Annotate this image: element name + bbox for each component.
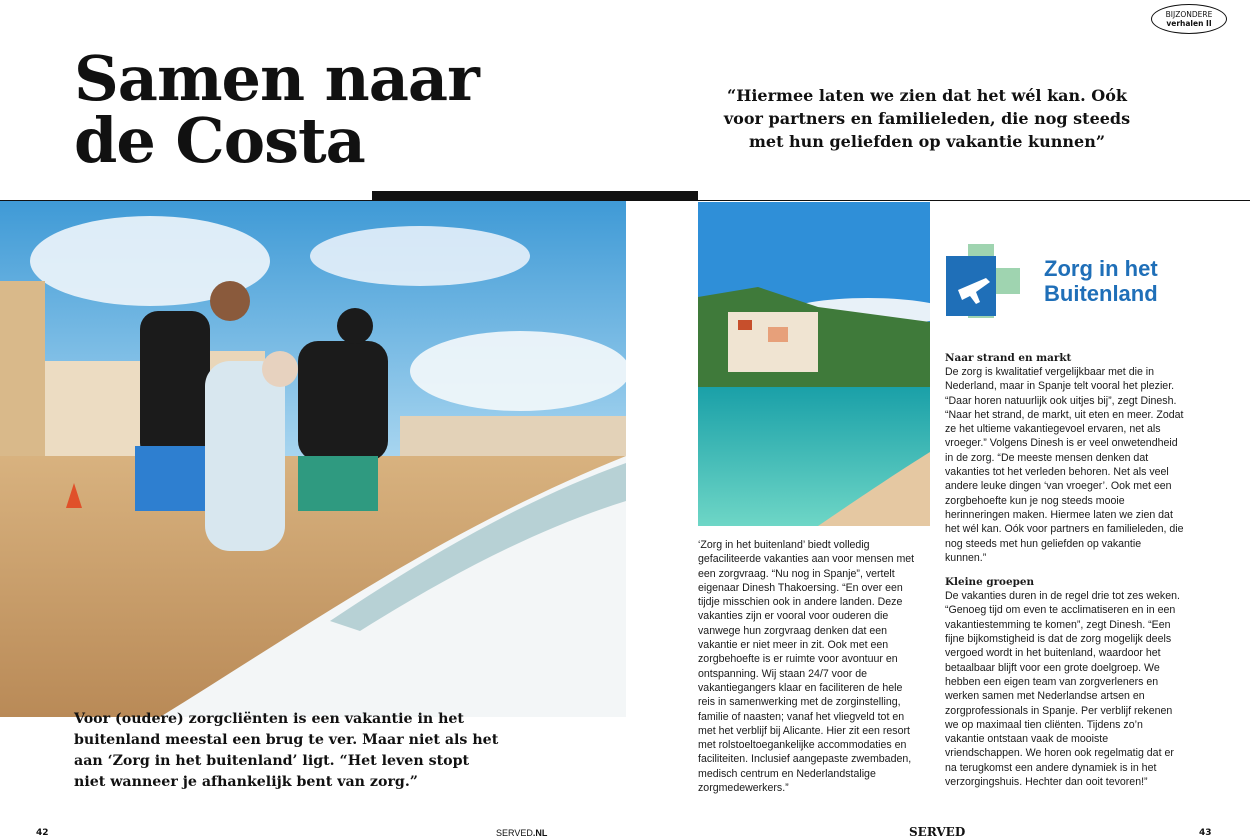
article-title (74, 42, 514, 177)
section-heading: Naar strand en markt (945, 352, 1072, 364)
section-strand-en-markt (945, 351, 1185, 565)
page-number-left: 42 (36, 828, 49, 838)
badge-line2: verhalen II (1166, 19, 1212, 28)
section-body: De vakanties duren in de regel drie tot zes weken. “Genoeg tijd om even te acclimatiseren en in een vakantiestemming te komen”, zegt Dinesh. “Een fijne bijkomstigheid is dat de zorg mogelijk deels vergoed wordt in het buitenland, waardoor het betaalbaar blijft voor een grote doelgroep. We hebben een eigen team van zorgverleners en werken samen met Nederlandse artsen en zorgprofessionals in Spanje. Per verblijf rekenen we op maximaal tien cliënten. Tijdens zo’n vakantie ontstaan vaak de mooiste vriendschappen. We horen ook regelmatig dat er na terugkomst een andere dynamiek is in het verzorgingshuis. Hechter dan ooit tevoren!” (945, 590, 1180, 789)
cove-photo (698, 202, 930, 526)
section-badge (1151, 4, 1227, 34)
section-body: De zorg is kwalitatief vergelijkbaar met die in Nederland, maar in Spanje telt vooral het plezier. “Daar horen natuurlijk ook uitjes bij”, zegt Dinesh. “Naar het strand, de markt, uit eten en meer. Zodat ze het ultieme vakantiegevoel ervaren, net als vroeger.” Volgens Dinesh is er veel onwetendheid in de zorg. “De meeste mensen denken dat vakanties tot het verleden behoren. Net als veel andere leuke dingen ‘van vroeger’. Ook met een zorgbehoefte kun je nog steeds mooie herinneringen maken. Hiermee laten we zien dat het wél kan. Oók voor partners en familieleden, die nog steeds met hun geliefden op vakantie kunnen.” (945, 366, 1184, 564)
column-middle-body: ‘Zorg in het buitenland’ biedt volledig gefaciliteerde vakanties aan voor mensen met een zorgvraag. “Nu nog in Spanje”, vertelt eigenaar Dinesh Thakoersing. “En over een tijdje misschien ook in andere landen. Deze vakanties zijn er vooral voor ouderen die vanwege hun zorgvraag denken dat een vakantie er niet meer in zit. Ook met een zorgbehoefte is er ruimte voor avontuur en ontspanning. Wij staan 24/7 voor de vakantiegangers klaar en faciliteren de hele reis in samenwerking met de zorginstelling, familie of naasten; vanaf het vliegveld tot en met het verblijf bij Alicante. Hier zit een resort met rolstoeltoegankelijke accommodaties en faciliteiten. Inclusief aangepaste zwembaden, medisch centrum en Nederlandstalige zorgmedewerkers.” (698, 539, 915, 795)
badge-line1: BIJZONDERE (1165, 10, 1213, 19)
section-heading: Kleine groepen (945, 576, 1035, 589)
article-column-right (945, 351, 1185, 799)
plane-cross-icon (946, 244, 1036, 318)
footer-site-suffix: .NL (532, 828, 548, 838)
page-number-right: 43 (1199, 828, 1212, 838)
section-kleine-groepen (945, 575, 1185, 789)
zorg-logo (946, 244, 1186, 318)
title-line2: de Costa (74, 104, 365, 177)
footer-site-prefix: SERVED (496, 828, 533, 838)
beach-photo (0, 201, 626, 717)
intro-lead: Voor (oudere) zorgcliënten is een vakantie in het buitenland meestal een brug te ver. Maar niet als het aan ‘Zorg in het buitenland’ ligt. “Het leven stopt niet wanneer je afhankelijk bent van zorg.” (74, 711, 499, 790)
article-column-middle (698, 538, 918, 795)
footer-brand: SERVED (909, 825, 966, 839)
title-line1: Samen naar (74, 42, 479, 115)
pull-quote: “Hiermee laten we zien dat het wél kan. Oók voor partners en familieleden, die nog steeds met hun geliefden op vakantie kunnen” (723, 86, 1131, 151)
logo-line2: Buitenland (1044, 281, 1158, 306)
footer-site (496, 828, 547, 838)
logo-line1: Zorg in het (1044, 256, 1158, 281)
